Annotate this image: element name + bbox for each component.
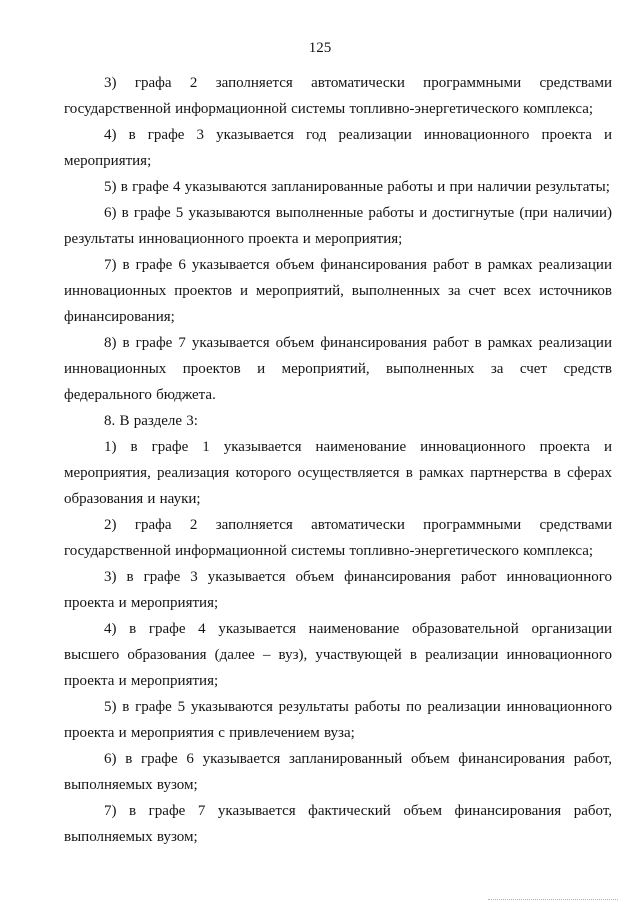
paragraph-section3-column-6-planned-funding: 6) в графе 6 указывается запланированный объем финансирования работ, выполняемых вузом; [64,751,612,793]
document-body [64,70,612,850]
paragraph-column-6-total-funding: 7) в графе 6 указывается объем финансирования работ в рамках реализации инновационных проектов и мероприятий, выполненных за счет всех источников финансирования; [64,257,612,325]
paragraph-column-3-year: 4) в графе 3 указывается год реализации инновационного проекта и мероприятия; [64,127,612,169]
paragraph-section3-column-5-results: 5) в графе 5 указываются результаты работы по реализации инновационного проекта и мероприятия с привлечением вуза; [64,699,612,741]
page-number: 125 [308,40,332,56]
paragraph-column-4-planned-works: 5) в графе 4 указываются запланированные работы и при наличии результаты; [104,179,610,195]
paragraph-section3-column-3-funding: 3) в графе 3 указывается объем финансирования работ инновационного проекта и мероприятия; [64,569,612,611]
paragraph-column-2-autofill: 3) графа 2 заполняется автоматически программными средствами государственной информационной системы топливно-энергетического комплекса; [64,75,612,117]
paragraph-section3-column-7-actual-funding: 7) в графе 7 указывается фактический объем финансирования работ, выполняемых вузом; [64,803,612,845]
paragraph-section3-column-1-name: 1) в графе 1 указывается наименование инновационного проекта и мероприятия, реализация которого осуществляется в рамках партнерства в сферах образования и науки; [64,439,612,507]
section-3-heading: 8. В разделе 3: [104,413,198,429]
paragraph-column-7-federal-funding: 8) в графе 7 указывается объем финансирования работ в рамках реализации инновационных проектов и мероприятий, выполненных за счет средств федерального бюджета. [64,335,612,403]
paragraph-column-5-completed-works: 6) в графе 5 указываются выполненные работы и достигнутые (при наличии) результаты инновационного проекта и мероприятия; [64,205,612,247]
scan-artifact-line [488,899,618,902]
paragraph-section3-column-2-autofill: 2) графа 2 заполняется автоматически программными средствами государственной информационной системы топливно-энергетического комплекса; [64,517,612,559]
paragraph-section3-column-4-university: 4) в графе 4 указывается наименование образовательной организации высшего образования (далее – вуз), участвующей в реализации инновационного проекта и мероприятия; [64,621,612,689]
